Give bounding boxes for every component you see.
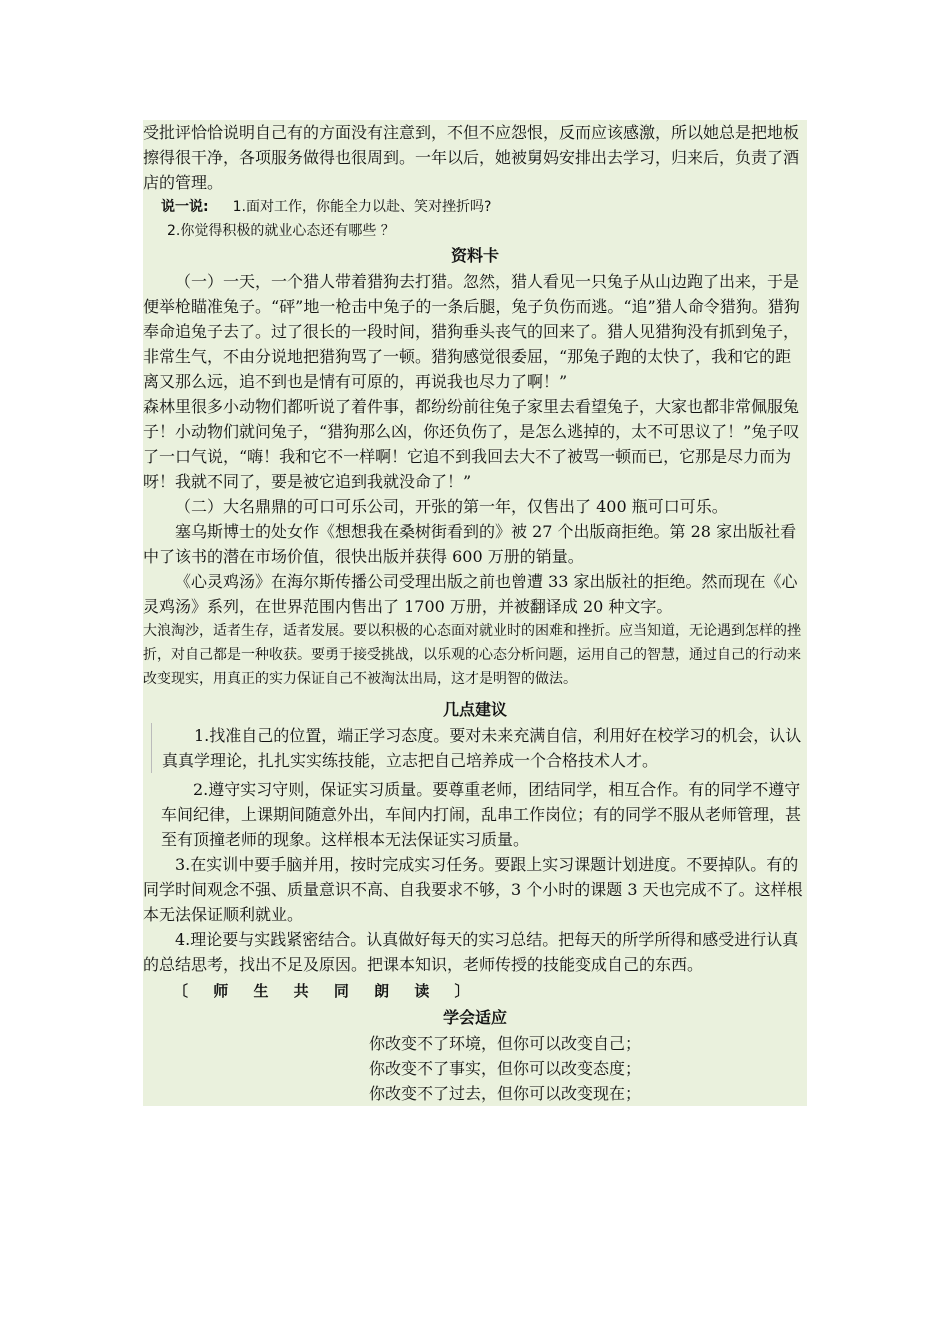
suggestions-title: 几点建议 bbox=[442, 700, 507, 719]
document-body bbox=[143, 120, 807, 1106]
discussion-question-2: 2.你觉得积极的就业心态还有哪些 ？ bbox=[167, 223, 395, 239]
poem-line: 你改变不了过去，但你可以改变现在； bbox=[368, 1084, 641, 1103]
poem-line: 你改变不了环境，但你可以改变自己； bbox=[368, 1034, 641, 1053]
story-1: （一）一天，一个猎人带着猎狗去打猎。忽然，猎人看见一只兔子从山边跑了出来，于是便举枪瞄准兔子。“砰”地一枪击中兔子的一条后腿，兔子负伤而逃。“追”猎人命令猎狗。猎狗奉命追兔子去了。过了很长的一段时间，猎狗垂头丧气的回来了。猎人见猎狗没有抓到兔子，非常生气，不由分说地把猎狗骂了一顿。猎狗感觉很委屈，“那兔子跑的太快了，我和它的距离又那么远，追不到也是情有可原的，再说我也尽力了啊！” bbox=[143, 272, 800, 391]
story-2-seuss: 塞乌斯博士的处女作《想想我在桑树街看到的》被 27 个出版商拒绝。第 28 家出版社看中了该书的潜在市场价值，很快出版并获得 600 万册的销量。 bbox=[143, 522, 797, 566]
suggestion-1: 1.找准自己的位置，端正学习态度。要对未来充满自信，利用好在校学习的机会，认认真真学理论，扎扎实实练技能，立志把自己培养成一个合格技术人才。 bbox=[151, 723, 807, 773]
suggestion-3: 3.在实训中要手脑并用，按时完成实习任务。要跟上实习课题计划进度。不要掉队。有的同学时间观念不强、质量意识不高、自我要求不够，3 个小时的课题 3 天也完成不了。这样根本无法保证顺利就业。 bbox=[143, 855, 803, 924]
story-2-chicken-soup: 《心灵鸡汤》在海尔斯传播公司受理出版之前也曾遭 33 家出版社的拒绝。然而现在《心灵鸡汤》系列，在世界范围内售出了 1700 万册，并被翻译成 20 种文字。 bbox=[143, 572, 798, 616]
intro-paragraph: 受批评恰恰说明自己有的方面没有注意到，不但不应怨恨，反而应该感激，所以她总是把地板擦得很干净，各项服务做得也很周到。一年以后，她被舅妈安排出去学习，归来后，负责了酒店的管理。 bbox=[143, 123, 800, 192]
story-2-cocacola: （二）大名鼎鼎的可口可乐公司，开张的第一年，仅售出了 400 瓶可口可乐。 bbox=[175, 497, 728, 516]
poem-line: 你改变不了事实，但你可以改变态度； bbox=[368, 1059, 641, 1078]
story-1-continued: 森林里很多小动物们都听说了着件事，都纷纷前往兔子家里去看望兔子，大家也都非常佩服兔子！小动物们就问兔子，“猎狗那么凶，你还负伤了，是怎么逃掉的，太不可思议了！”兔子叹了一口气说，“嗨！我和它不一样啊！它追不到我回去大不了被骂一顿而已，它那是尽力而为呀！我就不同了，要是被它追到我就没命了！” bbox=[143, 397, 800, 491]
info-card-title: 资料卡 bbox=[450, 246, 499, 265]
discussion-block bbox=[143, 195, 807, 243]
discussion-question-1: 1.面对工作，你能全力以赴、笑对挫折吗? bbox=[232, 199, 492, 215]
poem-title: 学会适应 bbox=[442, 1008, 507, 1027]
read-together-label: 〔 师 生 共 同 朗 读 〕 bbox=[173, 982, 480, 1000]
suggestion-4: 4.理论要与实践紧密结合。认真做好每天的实习总结。把每天的所学所得和感受进行认真的总结思考，找出不足及原因。把课本知识，老师传授的技能变成自己的东西。 bbox=[143, 930, 799, 974]
discussion-label: 说一说: bbox=[161, 199, 209, 215]
summary-paragraph: 大浪淘沙，适者生存，适者发展。要以积极的心态面对就业时的困难和挫折。应当知道，无论遇到怎样的挫折，对自己都是一种收获。要勇于接受挑战，以乐观的心态分析问题，运用自己的智慧，通过自己的行动来改变现实，用真正的实力保证自己不被淘汰出局，这才是明智的做法。 bbox=[143, 623, 801, 687]
suggestion-2: 2.遵守实习守则，保证实习质量。要尊重老师，团结同学，相互合作。有的同学不遵守车间纪律，上课期间随意外出，车间内打闹，乱串工作岗位；有的同学不服从老师管理，甚至有顶撞老师的现象。这样根本无法保证实习质量。 bbox=[161, 780, 802, 849]
